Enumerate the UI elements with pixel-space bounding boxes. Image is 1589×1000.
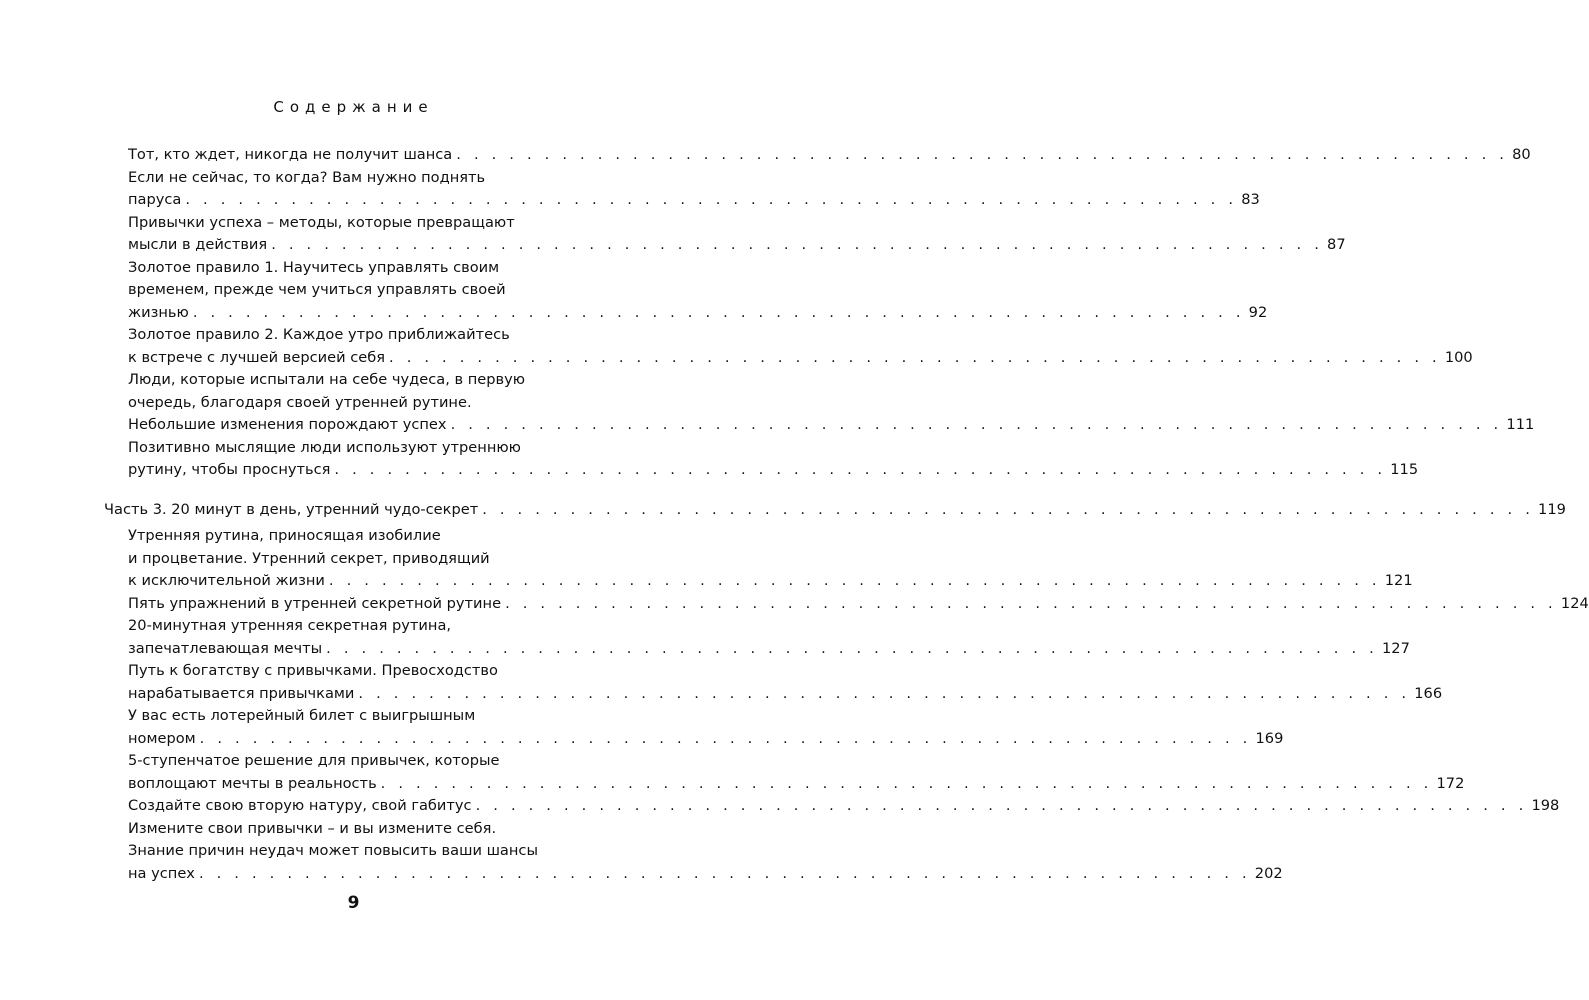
dot-leader: . . . . . . . . . . . . . . . . . . . . . . . . . . . . . . . . . . . . . . . . . . . . . . . . . . . . . . . . . . . .	[271, 236, 1324, 253]
toc-entry	[128, 795, 1560, 818]
toc-entry-title-line: на успех	[128, 864, 195, 882]
toc-page-number: 121	[1384, 572, 1413, 589]
toc-entry	[128, 705, 1284, 750]
toc-entry-title-line: Создайте свою вторую натуру, свой габитус	[128, 797, 472, 814]
toc-entry-title-line: 20-минутная утренняя секретная рутина,	[128, 617, 452, 634]
toc-entry	[128, 615, 1410, 660]
toc-entry	[128, 750, 1465, 795]
toc-entry-title-line: номером	[128, 729, 196, 747]
toc-entry-title-line: Золотое правило 1. Научитесь управлять своим	[128, 258, 500, 276]
toc-part-heading	[104, 499, 1566, 522]
toc-entry	[128, 144, 1531, 167]
toc-page-number: 119	[1538, 500, 1566, 518]
toc-entry-title-line: Утренняя рутина, приносящая изобилие	[128, 527, 441, 544]
toc-entry-final-line	[128, 189, 1260, 212]
dot-leader: . . . . . . . . . . . . . . . . . . . . . . . . . . . . . . . . . . . . . . . . . . . . . . . . . . . . . . . . . . . .	[199, 729, 1252, 747]
toc-entry-final-line	[128, 302, 1268, 325]
toc-entry-final-line	[128, 347, 1473, 370]
toc-entry-final-line	[128, 570, 1413, 593]
toc-entry-title-line: Золотое правило 2. Каждое утро приближайтесь	[128, 326, 510, 343]
dot-leader: . . . . . . . . . . . . . . . . . . . . . . . . . . . . . . . . . . . . . . . . . . . . . . . . . . . . . . . . . . . .	[328, 572, 1381, 589]
toc-entry-title-line: Если не сейчас, то когда? Вам нужно поднять	[128, 168, 486, 186]
dot-leader: . . . . . . . . . . . . . . . . . . . . . . . . . . . . . . . . . . . . . . . . . . . . . . . . . . . . . . . . . . . .	[326, 639, 1379, 657]
dot-leader: . . . . . . . . . . . . . . . . . . . . . . . . . . . . . . . . . . . . . . . . . . . . . . . . . . . . . . . . . . . .	[334, 461, 1387, 478]
toc-entry-title-line: нарабатывается привычками	[128, 684, 355, 702]
toc-entry-title-line: 5-ступенчатое решение для привычек, которые	[128, 752, 500, 769]
toc-entry-title-line: запечатлевающая мечты	[128, 639, 323, 657]
dot-leader: . . . . . . . . . . . . . . . . . . . . . . . . . . . . . . . . . . . . . . . . . . . . . . . . . . . . . . . . . . . .	[198, 864, 1251, 882]
toc-page-number: 198	[1531, 797, 1560, 814]
toc-page-number: 202	[1254, 864, 1283, 882]
toc-entry-title-line: паруса	[128, 191, 182, 208]
toc-entry	[128, 257, 1268, 325]
toc-entry-final-line	[128, 414, 1535, 437]
toc-entry	[128, 369, 1535, 437]
toc-entry-title-line: очередь, благодаря своей утренней рутине.	[128, 393, 472, 411]
toc-entry-final-line	[128, 234, 1346, 257]
dot-leader: . . . . . . . . . . . . . . . . . . . . . . . . . . . . . . . . . . . . . . . . . . . . . . . . . . . . . . . . . . . .	[380, 774, 1433, 792]
toc-page-number: 83	[1241, 191, 1260, 208]
toc-entry-final-line	[128, 683, 1443, 706]
toc-entry-title-line: Часть 3. 20 минут в день, утренний чудо-секрет	[104, 500, 479, 518]
toc-entry-final-line	[104, 499, 1566, 522]
table-of-contents	[0, 144, 1589, 885]
toc-entry	[128, 324, 1473, 369]
dot-leader: . . . . . . . . . . . . . . . . . . . . . . . . . . . . . . . . . . . . . . . . . . . . . . . . . . . . . . . . . . . .	[192, 303, 1245, 321]
toc-entry-final-line	[128, 773, 1465, 796]
toc-page-number: 87	[1327, 236, 1346, 253]
toc-entry-title-line: Небольшие изменения порождают успех	[128, 416, 447, 433]
dot-leader: . . . . . . . . . . . . . . . . . . . . . . . . . . . . . . . . . . . . . . . . . . . . . . . . . . . . . . . . . . . .	[389, 348, 1441, 366]
toc-page-number: 169	[1255, 729, 1284, 747]
toc-entry-title-line: Путь к богатству с привычками. Превосходство	[128, 662, 498, 679]
toc-entry-final-line	[128, 459, 1419, 482]
toc-entry-title-line: воплощают мечты в реальность	[128, 774, 377, 792]
toc-entry	[128, 660, 1443, 705]
toc-entry-title-line: Знание причин неудач может повысить ваши шансы	[128, 842, 538, 859]
page-title: Содержание	[273, 98, 434, 117]
toc-entry-title-line: Тот, кто ждет, никогда не получит шанса	[128, 146, 453, 163]
dot-leader: . . . . . . . . . . . . . . . . . . . . . . . . . . . . . . . . . . . . . . . . . . . . . . . . . . . . . . . . . . . .	[456, 146, 1509, 163]
toc-entry-title-line: жизнью	[128, 303, 189, 321]
toc-entry-title-line: к исключительной жизни	[128, 572, 325, 589]
dot-leader: . . . . . . . . . . . . . . . . . . . . . . . . . . . . . . . . . . . . . . . . . . . . . . . . . . . . . . . . . . . .	[450, 416, 1503, 433]
toc-page-number: 127	[1382, 639, 1410, 657]
toc-entry-final-line	[128, 144, 1531, 167]
toc-entry-title-line: и процветание. Утренний секрет, приводящий	[128, 549, 490, 567]
toc-entry-title-line: временем, прежде чем учиться управлять своей	[128, 281, 506, 298]
toc-page-number: 115	[1390, 461, 1419, 478]
dot-leader: . . . . . . . . . . . . . . . . . . . . . . . . . . . . . . . . . . . . . . . . . . . . . . . . . . . . . . . . . . . .	[185, 191, 1238, 208]
page-number: 9	[347, 893, 360, 913]
toc-page-number: 111	[1506, 416, 1535, 433]
toc-entry-final-line	[128, 638, 1410, 661]
toc-entry	[128, 525, 1413, 593]
toc-page-number: 166	[1414, 684, 1443, 702]
toc-page-number: 172	[1436, 774, 1465, 792]
toc-page-number: 124	[1560, 594, 1589, 612]
toc-entry-final-line	[128, 863, 1283, 886]
toc-entry-title-line: рутину, чтобы проснуться	[128, 461, 331, 478]
toc-entry-title-line: к встрече с лучшей версией себя	[128, 348, 386, 366]
toc-entry-title-line: Позитивно мыслящие люди используют утреннюю	[128, 438, 521, 456]
toc-entry-title-line: Люди, которые испытали на себе чудеса, в первую	[128, 371, 526, 388]
toc-entry-title-line: У вас есть лотерейный билет с выигрышным	[128, 707, 476, 724]
toc-entry-final-line	[128, 795, 1560, 818]
toc-entry-final-line	[128, 728, 1284, 751]
toc-entry-title-line: Пять упражнений в утренней секретной рутине	[128, 594, 502, 612]
dot-leader: . . . . . . . . . . . . . . . . . . . . . . . . . . . . . . . . . . . . . . . . . . . . . . . . . . . . . . . . . . . .	[358, 684, 1411, 702]
toc-page-number: 92	[1248, 303, 1268, 321]
dot-leader: . . . . . . . . . . . . . . . . . . . . . . . . . . . . . . . . . . . . . . . . . . . . . . . . . . . . . . . . . . . .	[475, 797, 1528, 814]
toc-page-number: 100	[1444, 348, 1473, 366]
toc-entry-final-line	[128, 593, 1589, 616]
toc-entry	[128, 212, 1346, 257]
dot-leader: . . . . . . . . . . . . . . . . . . . . . . . . . . . . . . . . . . . . . . . . . . . . . . . . . . . . . . . . . . . .	[482, 500, 1535, 518]
toc-entry-title-line: Измените свои привычки – и вы измените себя.	[128, 819, 497, 837]
toc-entry	[128, 593, 1589, 616]
toc-page-number: 80	[1512, 146, 1531, 163]
dot-leader: . . . . . . . . . . . . . . . . . . . . . . . . . . . . . . . . . . . . . . . . . . . . . . . . . . . . . . . . . . . .	[505, 594, 1557, 612]
toc-entry-title-line: Привычки успеха – методы, которые превращают	[128, 213, 515, 231]
toc-entry	[128, 167, 1260, 212]
toc-entry	[128, 818, 1283, 886]
toc-entry-title-line: мысли в действия	[128, 236, 268, 253]
toc-entry	[128, 437, 1419, 482]
